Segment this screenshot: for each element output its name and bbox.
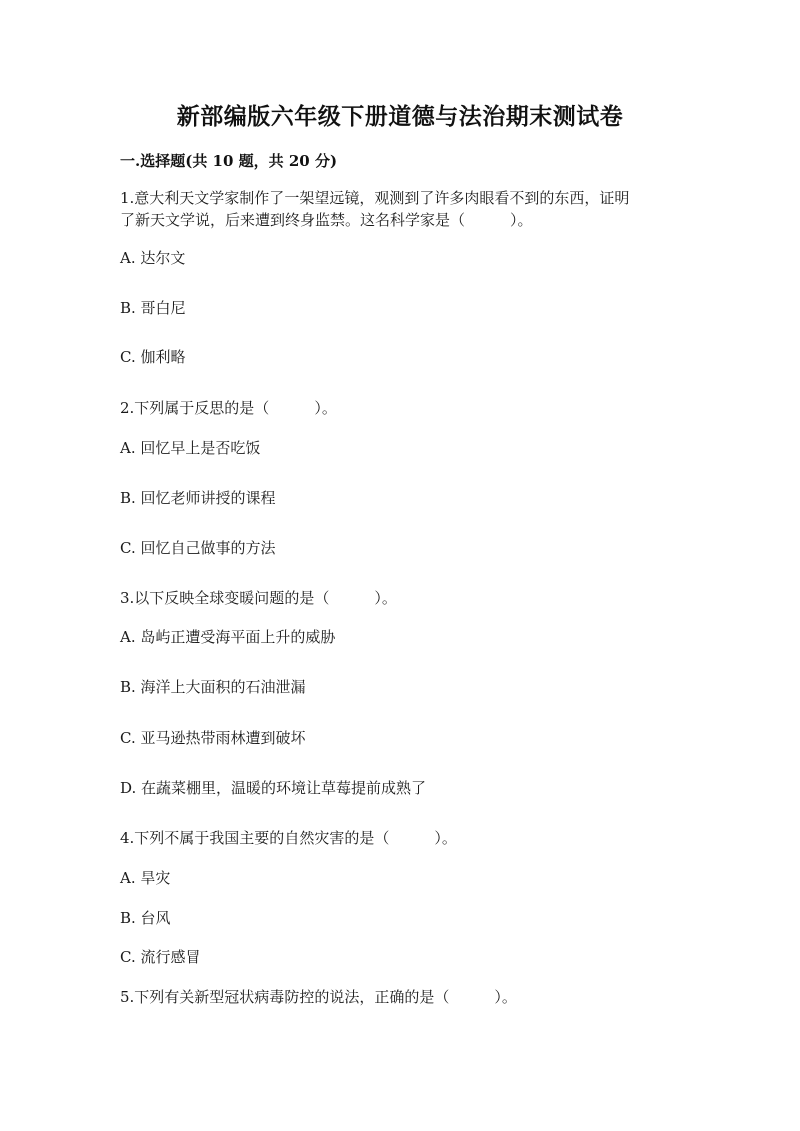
question-5-stem: 5.下列有关新型冠状病毒防控的说法，正确的是（ ）。: [120, 988, 517, 1006]
question-1-stem-line-2: 了新天文学说，后来遭到终身监禁。这名科学家是（ ）。: [120, 211, 533, 229]
exam-title: 新部编版六年级下册道德与法治期末测试卷: [176, 103, 624, 130]
question-4-option-c: C. 流行感冒: [120, 948, 201, 966]
question-3-option-b: B. 海洋上大面积的石油泄漏: [120, 678, 306, 696]
question-2-stem: 2.下列属于反思的是（ ）。: [120, 399, 337, 417]
question-1-option-a: A. 达尔文: [120, 249, 186, 267]
question-1-stem-line-1: 1.意大利天文学家制作了一架望远镜，观测到了许多肉眼看不到的东西，证明: [120, 189, 630, 207]
question-4-option-a: A. 旱灾: [120, 869, 171, 887]
question-2-option-a: A. 回忆早上是否吃饭: [120, 439, 261, 457]
question-2-option-c: C. 回忆自己做事的方法: [120, 539, 276, 557]
question-1-option-b: B. 哥白尼: [120, 299, 186, 317]
question-3-option-c: C. 亚马逊热带雨林遭到破坏: [120, 729, 306, 747]
question-3-stem: 3.以下反映全球变暖问题的是（ ）。: [120, 589, 397, 607]
question-4-option-b: B. 台风: [120, 909, 171, 927]
question-4-stem: 4.下列不属于我国主要的自然灾害的是（ ）。: [120, 829, 457, 847]
question-2-option-b: B. 回忆老师讲授的课程: [120, 489, 276, 507]
question-3-option-a: A. 岛屿正遭受海平面上升的威胁: [120, 628, 336, 646]
section-heading: 一.选择题(共 10 题，共 20 分): [120, 152, 338, 170]
question-1-option-c: C. 伽利略: [120, 348, 186, 366]
question-3-option-d: D. 在蔬菜棚里，温暖的环境让草莓提前成熟了: [120, 779, 427, 797]
